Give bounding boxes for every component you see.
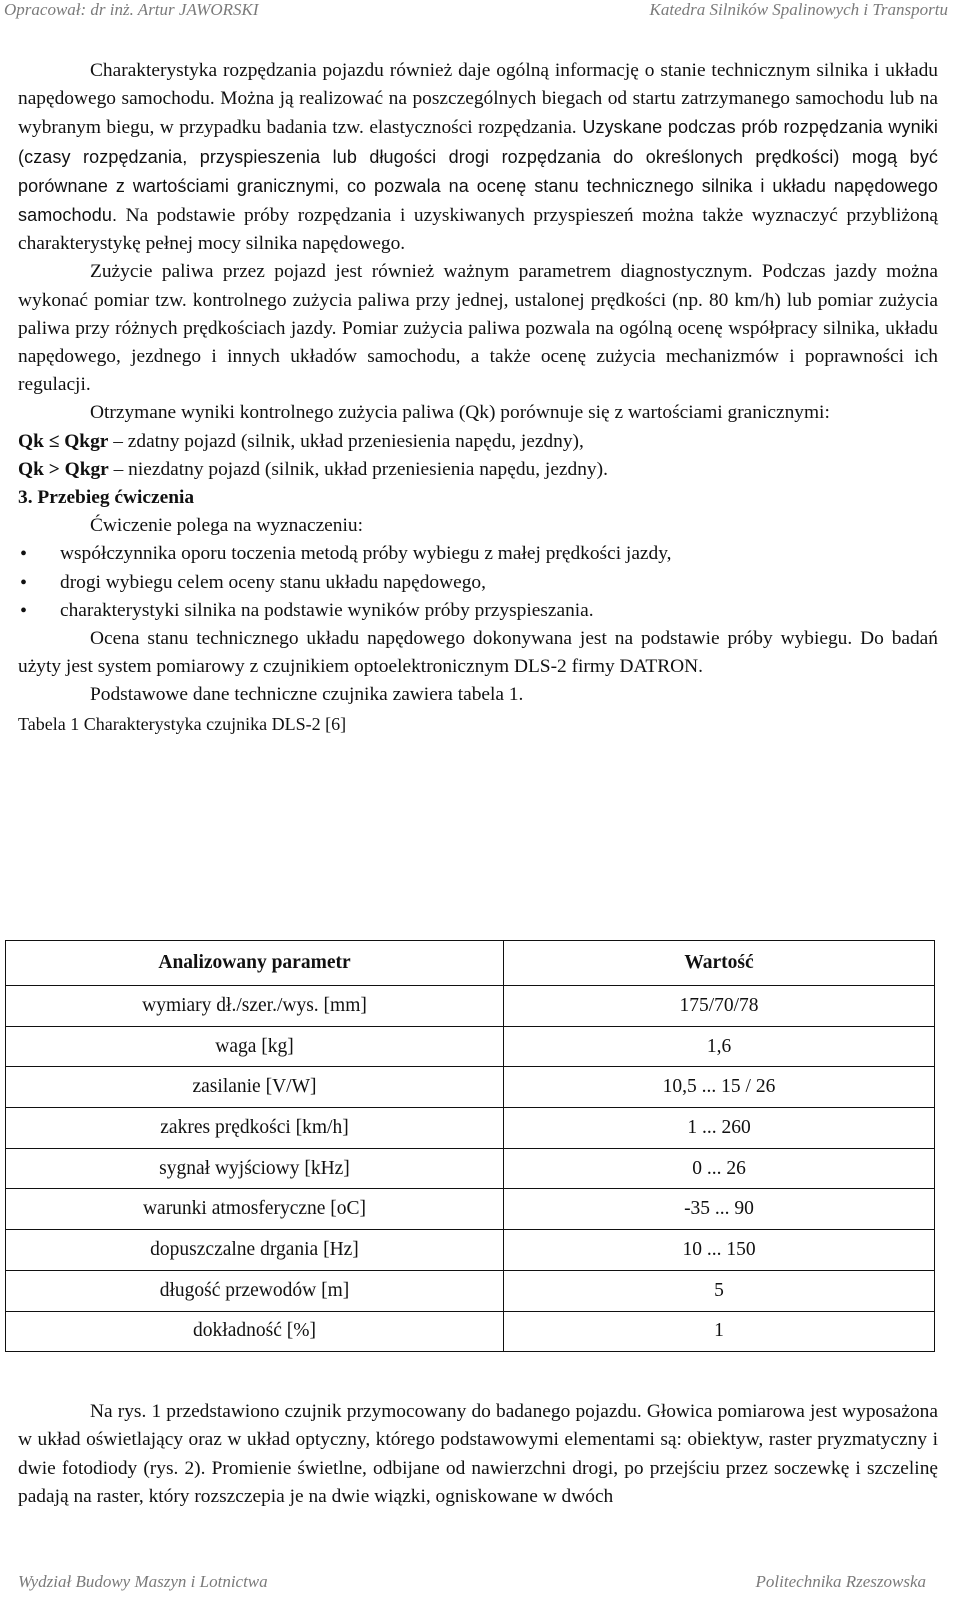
table-cell-parameter: zakres prędkości [km/h]: [6, 1108, 504, 1149]
header-department: Katedra Silników Spalinowych i Transportu: [649, 0, 948, 19]
table-cell-parameter: dopuszczalne drgania [Hz]: [6, 1230, 504, 1271]
paragraph-table-ref: Podstawowe dane techniczne czujnika zawiera tabela 1.: [90, 684, 524, 706]
table-cell-value: 5: [504, 1270, 935, 1311]
table-header-row: [6, 941, 935, 986]
paragraph-acceleration: [18, 57, 938, 258]
list-item: • współczynnika oporu toczenia metodą próby wybiegu z małej prędkości jazdy,: [18, 540, 938, 568]
table-row: [6, 1230, 935, 1271]
table-header-value: Wartość: [504, 941, 935, 986]
condition-fit-expression: Qk ≤ Qkgr: [18, 430, 109, 452]
section-heading: 3. Przebieg ćwiczenia: [18, 487, 195, 509]
paragraph-acceleration-part2: Uzyskane podczas prób rozpędzania wyniki (czasy rozpędzania, przyspieszenia lub długości drogi rozpędzania do określonych prędkości) mogą być porównane z wartościami granicznymi, co pozwala na ocenę stanu technicznego silnika i układu napędowego samochodu.: [18, 117, 938, 226]
table-row: [6, 1067, 935, 1108]
table-cell-value: -35 ... 90: [504, 1189, 935, 1230]
table-cell-parameter: zasilanie [V/W]: [6, 1067, 504, 1108]
condition-fit-text: – zdatny pojazd (silnik, układ przeniesienia napędu, jezdny),: [108, 430, 584, 452]
document-body: [18, 57, 938, 738]
page-header: [0, 0, 960, 26]
table-row: [6, 1108, 935, 1149]
table-row: [6, 986, 935, 1027]
paragraph-results: Otrzymane wyniki kontrolnego zużycia paliwa (Qk) porównuje się z wartościami granicznymi:: [90, 402, 830, 424]
exercise-list: [18, 540, 938, 625]
paragraph-sensor: Ocena stanu technicznego układu napędowego dokonywana jest na podstawie próby wybiegu. Do badań użyty jest system pomiarowy z czujnikiem optoelektronicznym DLS-2 firmy DATRON.: [18, 628, 938, 678]
condition-fit: [18, 428, 938, 456]
table-cell-value: 1,6: [504, 1026, 935, 1067]
condition-unfit-expression: Qk > Qkgr: [18, 458, 109, 480]
footer-faculty: Wydział Budowy Maszyn i Lotnictwa: [18, 1572, 268, 1591]
table-cell-value: 10 ... 150: [504, 1230, 935, 1271]
table-cell-parameter: wymiary dł./szer./wys. [mm]: [6, 986, 504, 1027]
sensor-spec-table: [5, 940, 935, 1352]
table-cell-parameter: dokładność [%]: [6, 1311, 504, 1352]
table-cell-parameter: warunki atmosferyczne [oC]: [6, 1189, 504, 1230]
document-body-continued: [18, 1398, 938, 1512]
paragraph-acceleration-part3: Na podstawie próby rozpędzania i uzyskiwanych przyspieszeń można także wyznaczyć przybliżoną charakterystykę pełnej mocy silnika napędowego.: [18, 205, 938, 255]
table-cell-value: 10,5 ... 15 / 26: [504, 1067, 935, 1108]
table-row: [6, 1148, 935, 1189]
table-cell-value: 1 ... 260: [504, 1108, 935, 1149]
header-author: Opracował: dr inż. Artur JAWORSKI: [4, 0, 259, 19]
list-item: • drogi wybiegu celem oceny stanu układu napędowego,: [18, 569, 938, 597]
list-item: • charakterystyki silnika na podstawie wyników próby przyspieszania.: [18, 597, 938, 625]
paragraph-figure-description: Na rys. 1 przedstawiono czujnik przymocowany do badanego pojazdu. Głowica pomiarowa jest wyposażona w układ oświetlający oraz w układ optyczny, którego podstawowymi elementami są: obiektyw, raster pryzmatyczny i dwie fotodiody (rys. 2). Promienie świetlne, odbijane od nawierzchni drogi, po przejściu przez soczewkę i szczelinę padają na raster, który rozszczepia je na dwie wiązki, ogniskowane w dwóch: [18, 1401, 938, 1508]
table-cell-value: 1: [504, 1311, 935, 1352]
table-cell-parameter: waga [kg]: [6, 1026, 504, 1067]
table-row: [6, 1026, 935, 1067]
table-row: [6, 1311, 935, 1352]
table-cell-parameter: długość przewodów [m]: [6, 1270, 504, 1311]
table-header-parameter: Analizowany parametr: [6, 941, 504, 986]
footer-university: Politechnika Rzeszowska: [755, 1572, 926, 1591]
paragraph-fuel-consumption: Zużycie paliwa przez pojazd jest również ważnym parametrem diagnostycznym. Podczas jazdy można wykonać pomiar tzw. kontrolnego zużycia paliwa przy jednej, ustalonej prędkości (np. 80 km/h) lub pomiar zużycia paliwa przy różnych prędkościach jazdy. Pomiar zużycia paliwa pozwala na ogólną ocenę współpracy silnika, układu napędowego, jezdnego i innych układów samochodu, a także ocenę zużycia mechanizmów i poprawności ich regulacji.: [18, 261, 938, 396]
page-footer: [0, 1572, 960, 1597]
table-cell-value: 0 ... 26: [504, 1148, 935, 1189]
table-row: [6, 1270, 935, 1311]
exercise-intro: Ćwiczenie polega na wyznaczeniu:: [90, 515, 363, 537]
table-caption: Tabela 1 Charakterystyka czujnika DLS-2 [6]: [18, 713, 347, 734]
paragraph-acceleration-part1: Charakterystyka rozpędzania pojazdu również daje ogólną informację o stanie technicznym silnika i układu napędowego samochodu. Można ją realizować na poszczególnych biegach od startu zatrzymanego samochodu lub na wybranym biegu, w przypadku badania tzw. elastyczności rozpędzania.: [18, 60, 938, 139]
condition-unfit-text: – niezdatny pojazd (silnik, układ przeniesienia napędu, jezdny).: [108, 458, 608, 480]
condition-unfit: [18, 456, 938, 484]
table-cell-parameter: sygnał wyjściowy [kHz]: [6, 1148, 504, 1189]
table-row: [6, 1189, 935, 1230]
table-cell-value: 175/70/78: [504, 986, 935, 1027]
